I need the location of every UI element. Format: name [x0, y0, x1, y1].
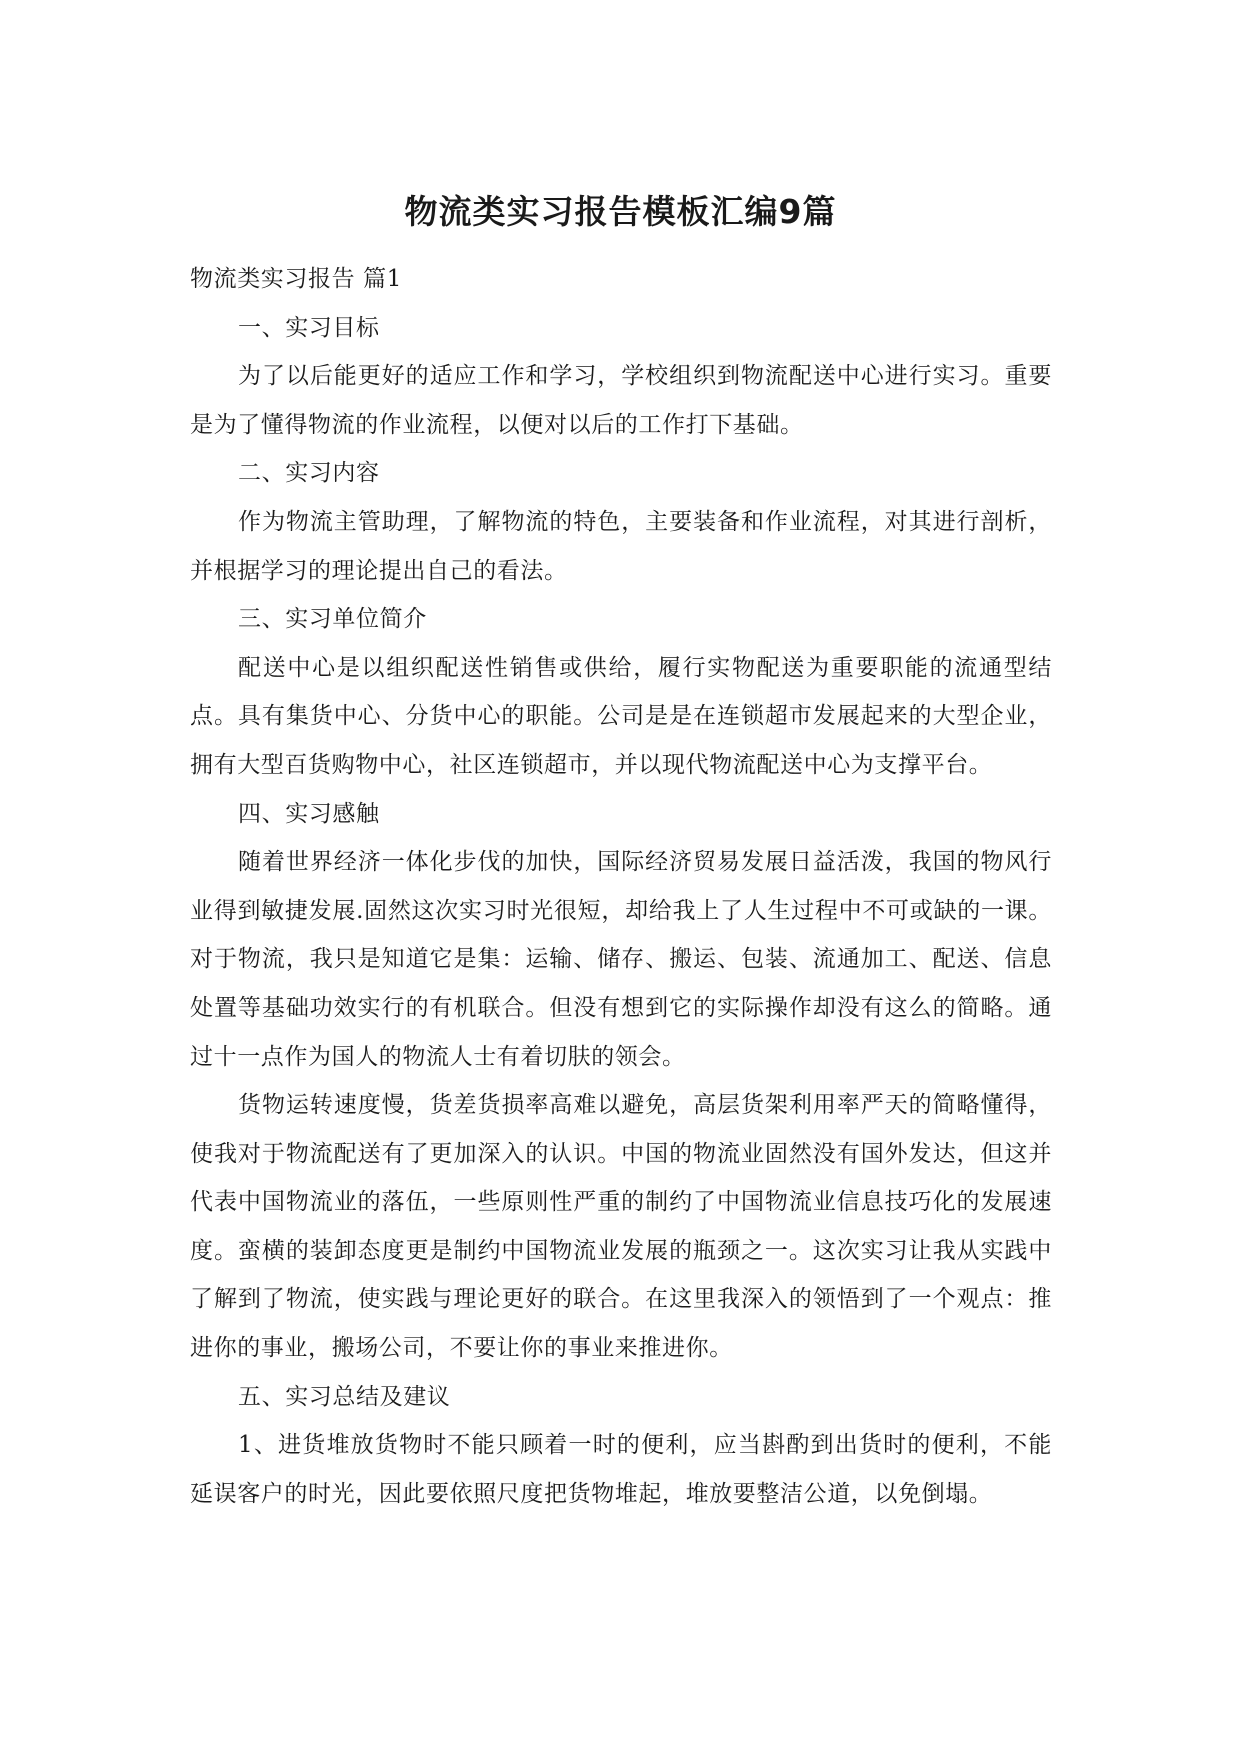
section-heading-summary: 五、实习总结及建议	[238, 1383, 451, 1410]
report-subtitle: 物流类实习报告 篇1	[190, 266, 402, 292]
section-heading-goal: 一、实习目标	[238, 314, 380, 341]
paragraph-reflection-2: 货物运转速度慢，货差货损率高难以避免，高层货架利用率严天的简略懂得，使我对于物流配送有了更加深入的认识。中国的物流业固然没有国外发达，但这并代表中国物流业的落伍，一些原则性严重的制约了中国物流业信息技巧化的发展速度。蛮横的装卸态度更是制约中国物流业发展的瓶颈之一。这次实习让我从实践中了解到了物流，使实践与理论更好的联合。在这里我深入的领悟到了一个观点：推进你的事业，搬场公司，不要让你的事业来推进你。	[190, 1092, 1052, 1362]
section-heading-reflection: 四、实习感触	[238, 800, 380, 827]
paragraph-summary-1: 1、进货堆放货物时不能只顾着一时的便利，应当斟酌到出货时的便利，不能延误客户的时光，因此要依照尺度把货物堆起，堆放要整洁公道，以免倒塌。	[190, 1432, 1052, 1507]
document-title: 物流类实习报告模板汇编9篇	[404, 192, 837, 231]
paragraph-goal: 为了以后能更好的适应工作和学习，学校组织到物流配送中心进行实习。重要是为了懂得物流的作业流程，以便对以后的工作打下基础。	[190, 363, 1052, 438]
paragraph-reflection-1: 随着世界经济一体化步伐的加快，国际经济贸易发展日益活泼，我国的物风行业得到敏捷发展.固然这次实习时光很短，却给我上了人生过程中不可或缺的一课。对于物流，我只是知道它是集：运输、储存、搬运、包装、流通加工、配送、信息处置等基础功效实行的有机联合。但没有想到它的实际操作却没有这么的简略。通过十一点作为国人的物流人士有着切肤的领会。	[190, 849, 1052, 1070]
section-heading-company: 三、实习单位简介	[238, 606, 427, 633]
paragraph-company: 配送中心是以组织配送性销售或供给，履行实物配送为重要职能的流通型结点。具有集货中心、分货中心的职能。公司是是在连锁超市发展起来的大型企业，拥有大型百货购物中心，社区连锁超市，并以现代物流配送中心为支撑平台。	[190, 654, 1052, 778]
document-body	[190, 255, 1052, 1518]
paragraph-content: 作为物流主管助理，了解物流的特色，主要装备和作业流程，对其进行剖析，并根据学习的理论提出自己的看法。	[190, 508, 1052, 584]
section-heading-content: 二、实习内容	[238, 460, 380, 487]
